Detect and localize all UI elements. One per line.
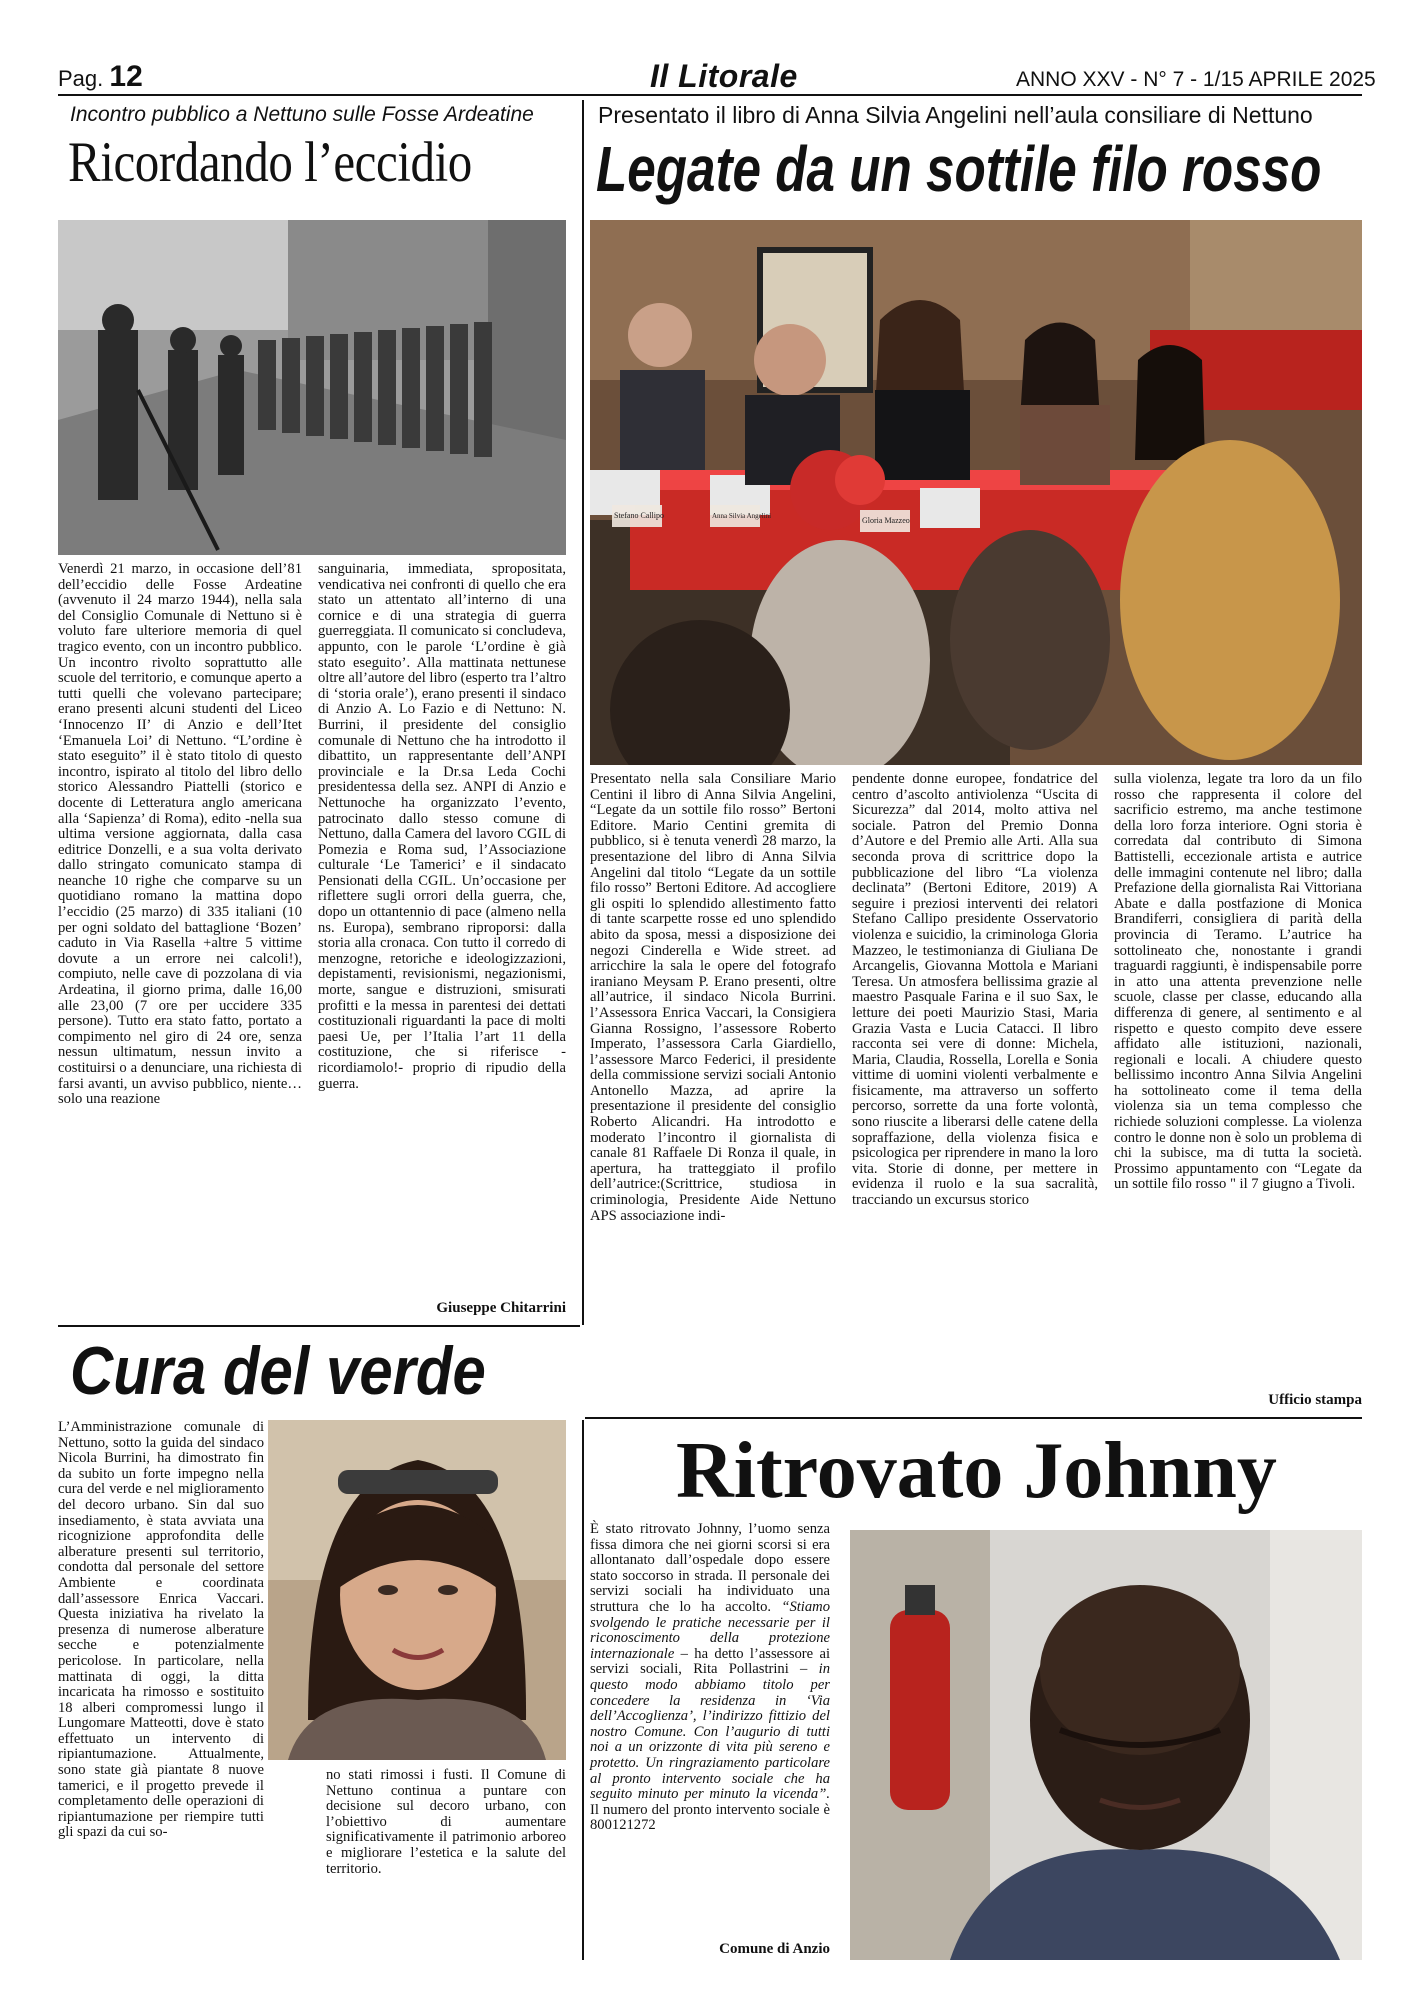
article1-kicker: Incontro pubblico a Nettuno sulle Fosse Ardeatine xyxy=(70,103,534,126)
paper-title: Il Litorale xyxy=(650,58,798,94)
article2-column-1: Presentato nella sala Consiliare Mario Centini il libro di Anna Silvia Angelini, “Legate da un sottile filo rosso” Bertoni Editore. Mario Centini gremita di pubblico, si è tenuta venerdì 28 marzo, la presentazione del libro di Anna Silvia Angelini dal titolo “Legate da un sottile filo rosso” Bertoni Editore. Ad accogliere gli ospiti lo splendido allestimento fatto di tante scarpette rosse ed uno splendido abito da sposa, messi a disposizione dei negozi Cinderella e Wide street. ad arricchire la sala le opere del fotografo iraniano Meysam P. Erano presenti, oltre all’autrice, il sindaco Nicola Burrini. l’Assessora Enrica Vaccari, la Consigiera Gianna Rossigno, l’assessore Roberto Imperato, l’assessora Carla Giardiello, l’assessore Marco Federici, il presidente della commissione servizi sociali Antonio Antonello Mazza, ad aprire la presentazione il presidente del consiglio Roberto Alicandri. Ha introdotto e moderato l’incontro il giornalista di canale 81 Raffaele Di Ronza il quale, in apertura, ha tratteggiato il profilo dell’autrice:(Scrittrice, studiosa in criminologia, Presidente Aide Nettuno APS associazione indi- xyxy=(590,771,836,1224)
article1-column-2: sanguinaria, immediata, spropositata, vendicativa nei confronti di quello che era stato un attentato all’interno di una cornice e di una strategia di guerra guerreggiata. Il comunicato si concludeva, appunto, con le parole ‘L’ordine è già stato eseguito’. Alla mattinata nettunese oltre all’autore del libro (esperto tra l’altro di ‘storia orale’), erano presenti il sindaco di Anzio A. Lo Fazio e di Nettuno: N. Burrini, il presidente del consiglio comunale di Nettuno che ha introdotto il dibattito, un rappresentante dell’ANPI provinciale e la Dr.sa Leda Cochi presidentessa della sez. ANPI di Anzio e Nettunoche ha organizzato l’evento, patrocinato dallo stesso comune di Nettuno, dalla Camera del lavoro CGIL di Pomezia e Roma sud, l’Associazione culturale ‘Le Tamerici’ e il sindacato Pensionati della CGIL. Un’occasione per riflettere sugli orrori della guerra, che, dopo un ottantennio di pace (almeno nella ns. Europa), sembrano riproporsi: dalla storia alla cronaca. Con tutto il corredo di menzogne, retoriche e ideologizzazioni, depistamenti, revisionismi, negazionismi, morte, sangue e distruzioni, smisurati profitti e la messa in parentesi dei dettati costituzionali riguardanti la pace di molti paesi Ue, per l’Italia l’art 11 della costituzione, che si riferisce -ricordiamolo!- proprio di ripudio della guerra. xyxy=(318,561,566,1092)
assessore-portrait-photo xyxy=(268,1420,566,1760)
article1-signature: Giuseppe Chitarrini xyxy=(436,1300,566,1316)
placard-1: Stefano Callipo xyxy=(614,511,664,520)
page-label-text: Pag. xyxy=(58,66,104,91)
article4-closing: Il numero del pronto intervento sociale è 800121272 xyxy=(590,1801,830,1834)
page-number: 12 xyxy=(109,60,143,93)
vertical-separator-lower xyxy=(582,1420,584,1960)
historical-photo-illustration xyxy=(58,220,566,555)
article4-signature: Comune di Anzio xyxy=(719,1941,830,1957)
article4-headline: Ritrovato Johnny xyxy=(676,1427,1277,1515)
placard-2: Anna Silvia Angelini xyxy=(712,512,772,520)
article4-quote-1: “Stiamo svolgendo le pratiche necessarie per il riconoscimento della protezione internazionale – xyxy=(590,1598,830,1662)
article2-headline: Legate da un sottile filo rosso xyxy=(596,133,1322,205)
placard-3: Gloria Mazzeo xyxy=(862,516,910,525)
article4-attribution: ha detto l’assessore ai servizi sociali, Rita Pollastrini – xyxy=(590,1645,831,1678)
fosse-ardeatine-photo xyxy=(58,220,566,555)
page-label xyxy=(58,60,143,94)
article3-headline: Cura del verde xyxy=(70,1333,486,1409)
presentation-photo-illustration xyxy=(590,220,1362,765)
johnny-photo-illustration xyxy=(850,1530,1362,1960)
book-presentation-photo xyxy=(590,220,1362,765)
article4-quote-2: in questo modo abbiamo titolo per concedere la residenza in ‘Via dell’Accoglienza’, l’indirizzo fittizio del nostro Comune. Con l’augurio di tutti noi a un orizzonte di vita più sereno e protetto. Un ringraziamento particolare al pronto intervento sociale che ha seguito minuto per minuto la vicenda”. xyxy=(590,1661,830,1803)
article2-column-2: pendente donne europee, fondatrice del centro d’ascolto antiviolenza “Uscita di Sicurezza” dal 2014, molto attiva nel sociale. Patron del Premio Donna d’Autore e del Premio alle Arti. Alla sua seconda prova di scrittrice dopo la pubblicazione del libro “La violenza declinata” (Bertoni Editore, 2019) A seguire i preziosi interventi dei relatori Stefano Callipo presidente Osservatorio violenza e suicidio, la criminologa Gloria Mazzeo, le testimonianza di Giuliana De Arcangelis, Giovanna Mottola e Mariani Teresa. Un atmosfera bellissima grazie al maestro Pasquale Farina e il suo Sax, le letture dei poeti Maurizio Stasi, Maria Grazia Vasta e Lucia Catacci. Il libro racconta sei vere di donne: Michela, Maria, Claudia, Rossella, Lorella e Sonia vittime di uomini violenti verbalmente e fisicamente, ma attraverso un sofferto percorso, sorrette da una forte volontà, sono riuscite a liberarsi delle catene della sopraffazione, della violenza fisica e psicologica per riprendere in mano la loro vita. Storie di donne, per mettere in evidenza il ruolo e la sua sacralità, tracciando un excursus storico xyxy=(852,771,1098,1209)
horizontal-separator-right xyxy=(585,1417,1362,1419)
masthead-rule xyxy=(58,94,1362,96)
article3-column-1: L’Amministrazione comunale di Nettuno, sotto la guida del sindaco Nicola Burrini, ha dimostrato fin da subito un forte impegno nella cura del verde e nel miglioramento del decoro urbano. Sin dal suo insediamento, è stata avviata una ricognizione approfondita delle alberature presenti sul territorio, condotta dal personale del settore Ambiente e coordinata dall’assessore Enrica Vaccari. Questa iniziativa ha rivelato la presenza di numerose alberature secche e potenzialmente pericolose. In particolare, nella mattinata di oggi, la ditta incaricata ha rimosso e sostituito 18 alberi compromessi lungo il Lungomare Matteotti, dove è stato effettuato un intervento di ripiantumazione. Attualmente, sono state già piantate 8 nuove tamerici, e il progetto prevede il completamento delle operazioni di ripiantumazione per riempire tutti gli spazi da cui so- xyxy=(58,1419,264,1841)
horizontal-separator-left xyxy=(58,1325,580,1327)
johnny-photo xyxy=(850,1530,1362,1960)
article1-headline: Ricordando l’eccidio xyxy=(68,131,472,194)
article4-intro: È stato ritrovato Johnny, l’uomo senza fissa dimora che nei giorni scorsi si era allontanato dall’ospedale dopo essere stato soccorso in strada. Il personale dei servizi sociali ha individuato una struttura che lo ha accolto. xyxy=(590,1521,830,1615)
article4-column xyxy=(590,1522,830,1834)
article2-signature: Ufficio stampa xyxy=(1268,1392,1362,1408)
issue-info: ANNO XXV - N° 7 - 1/15 APRILE 2025 xyxy=(1016,68,1376,91)
article2-kicker: Presentato il libro di Anna Silvia Angelini nell’aula consiliare di Nettuno xyxy=(598,102,1313,128)
article3-column-2: no stati rimossi i fusti. Il Comune di Nettuno continua a puntare con decisione sul decoro urbano, con l’obiettivo di aumentare significativamente il patrimonio arboreo e migliorare l’estetica e la salute del territorio. xyxy=(326,1767,566,1877)
portrait-illustration xyxy=(268,1420,566,1760)
vertical-separator xyxy=(582,100,584,1325)
article1-column-1: Venerdì 21 marzo, in occasione dell’81 dell’eccidio delle Fosse Ardeatine (avvenuto il 24 marzo 1944), nella sala del Consiglio Comunale di Nettuno si è voluto fare ulteriore memoria di quel tragico evento, con un incontro pubblico. Un incontro rivolto soprattutto alle scuole del territorio, e comunque aperto a tutti quelli che volevano partecipare; erano presenti alcuni studenti del Liceo ‘Innocenzo II’ di Anzio e dell’Itet ‘Emanuela Loi’ di Nettuno. “L’ordine è stato eseguito” il è stato titolo di questo incontro, ispirato al titolo del libro dello storico Alessandro Piattelli (storico e docente di Letteratura anglo americana alla ‘Sapienza’ di Roma), edito -nella sua ultima versione aggiornata, dalla casa editrice Donzelli, e a sua volta derivato dallo stringato comunicato stampa di neanche 10 righe che comparve su un quotidiano romano la mattina dopo l’eccidio (25 marzo) di 335 italiani (10 per ogni soldato del battaglione ‘Bozen’ caduto in Via Rasella +altre 5 vittime dovute a un errore nei calcoli!), compiuto, nelle cave di pozzolana di via Ardeatina, il giorno prima, dalle 16,00 alle 23,00 (7 ore per uccidere 335 persone). Tutto era stato fatto, portato a compimento nel giro di 24 ore, senza nessun ultimatum, nessun invito a costituirsi o a denunciare, una richiesta di farsi avanti, un avviso pubblico, niente… solo una reazione xyxy=(58,561,302,1108)
article2-column-3: sulla violenza, legate tra loro da un filo rosso che rappresenta il colore del sacrificio estremo, ma anche testimone della loro forza interiore. Ogni storia è corredata dal contributo di Simona Battistelli, eccezionale artista e autrice delle immagini contenute nel libro; dalla Prefazione della giornalista Rai Vittoriana Abate e dalla postfazione di Monica Brandiferri, consigliera di parità della provincia di Teramo. L’autrice ha sottolineato che, nonostante i grandi traguardi raggiunti, è indispensabile porre in atto una attenta prevenzione nelle scuole, classe per classe, educando alla differenza di genere, al sentimento e al rispetto e questo compito deve essere affidato alle istituzioni, nazionali, regionali e locali. A chiudere questo bellissimo incontro Anna Silvia Angelini ha sottolineato come il tema della violenza sia un tema complesso che richiede soluzioni complesse. La violenza contro le donne non è solo un problema di chi la subisce, ma di tutta la società. Prossimo appuntamento con “Legate da un sottile filo rosso " il 7 giugno a Tivoli. xyxy=(1114,771,1362,1193)
